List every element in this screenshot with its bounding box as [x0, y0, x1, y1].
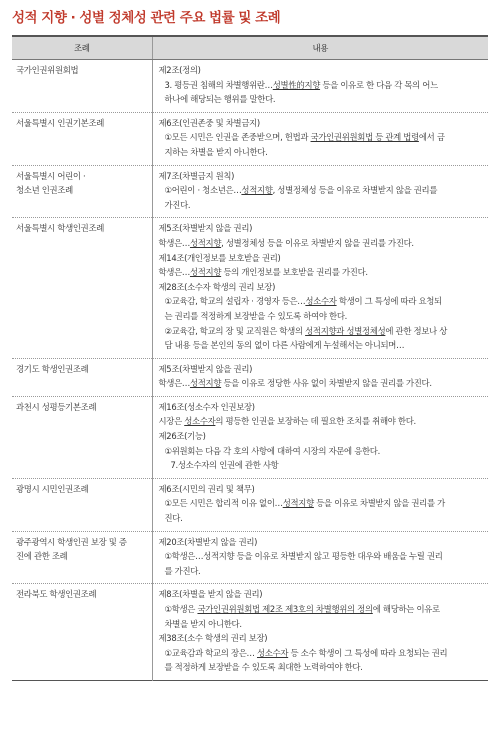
article-text: ①모든 시민은 합리적 이유 없이…성적지향 등을 이유로 차별받지 않을 권리를 가	[164, 498, 445, 509]
law-name-line: 서울특별시 어린이 ·	[16, 170, 86, 181]
law-content-cell	[152, 112, 488, 165]
law-name-line: 과천시 성평등기본조례	[16, 401, 97, 412]
law-content-cell	[152, 584, 488, 681]
underlined-term: 성소수자	[184, 416, 216, 427]
article-heading: 제7조(차별금지 원칙)	[158, 170, 235, 181]
underlined-term: 성소수자	[305, 296, 337, 307]
article-text: 차별을 받지 아니한다.	[164, 618, 242, 629]
article-heading: 시장은 성소수자의 평등한 인권을 보장하는 데 필요한 조치를 취해야 한다.	[158, 416, 416, 427]
article-text: ①어린이 · 청소년은…성적지향, 성별정체성 등을 이유로 차별받지 않을 권리를	[164, 185, 438, 196]
underlined-term: 성적지향	[282, 498, 314, 509]
underlined-term: 성별性的지향	[272, 79, 321, 90]
underlined-term: 성적지향	[189, 378, 222, 389]
law-name-cell	[12, 112, 152, 165]
underlined-term: 성적지향	[189, 267, 222, 278]
article-text: ①교육감과 학교의 장은… 성소수자 등 소수 학생이 그 특성에 따라 요청되는 권리	[164, 647, 448, 658]
underlined-term: 성적지향	[189, 237, 222, 248]
table-row	[12, 584, 488, 681]
law-content-cell	[152, 396, 488, 478]
header-content: 내용	[152, 36, 488, 60]
article-heading: 제2조(정의)	[158, 65, 201, 75]
law-name-cell	[12, 218, 152, 358]
header-law: 조례	[12, 36, 152, 60]
article-text: 는 권리를 적정하게 보장받을 수 있도록 하여야 한다.	[164, 310, 347, 321]
table-row	[12, 60, 488, 113]
law-name-cell	[12, 358, 152, 396]
law-content-cell	[152, 60, 488, 113]
underlined-term: 성적지향	[241, 185, 273, 196]
underlined-term: 성소수자	[256, 647, 289, 658]
table-row	[12, 396, 488, 478]
article-heading: 제14조(개인정보를 보호받을 권리)	[158, 252, 281, 263]
table-row	[12, 165, 488, 218]
law-name-line: 광명시 시민인권조례	[16, 483, 89, 494]
article-heading: 제5조(차별받지 않을 권리)	[158, 363, 253, 374]
table-row	[12, 218, 488, 358]
law-name-line: 청소년 인권조례	[16, 185, 73, 196]
article-text: 진다.	[164, 513, 183, 524]
article-heading: 학생은…성적지향, 성별정체성 등을 이유로 차별받지 않을 권리를 가진다.	[158, 237, 414, 248]
table-row	[12, 112, 488, 165]
law-name-line: 경기도 학생인권조례	[16, 363, 89, 374]
table-header-row	[12, 36, 488, 60]
article-heading: 제38조(소수 학생의 권리 보장)	[158, 633, 268, 644]
underlined-term: 성적지향과 성별정체성	[305, 325, 386, 336]
article-heading: 학생은…성적지향 등을 이유로 정당한 사유 없이 차별받지 않을 권리를 가진다.	[158, 378, 432, 389]
law-name-cell	[12, 478, 152, 531]
article-text: ①위원회는 다음 각 호의 사항에 대하여 시장의 자문에 응한다.	[164, 445, 380, 456]
article-text: 를 적정하게 보장받을 수 있도록 최대한 노력하여야 한다.	[164, 662, 363, 673]
law-content-cell	[152, 218, 488, 358]
article-text: ①모든 시민은 인권을 존중받으며, 헌법과 국가인권위원회법 등 관계 법령에서 금	[164, 132, 445, 143]
article-heading: 제20조(차별받지 않을 권리)	[158, 536, 258, 547]
law-name-line: 전라북도 학생인권조례	[16, 589, 97, 600]
article-heading: 제26조(기능)	[158, 431, 206, 442]
law-name-cell	[12, 396, 152, 478]
underlined-term: 국가인권위원회법 제2조 제3호의 차별행위의 정의	[197, 604, 373, 614]
article-heading: 제6조(인권존중 및 차별금지)	[158, 117, 260, 128]
law-name-line: 서울특별시 인권기본조례	[16, 117, 105, 128]
law-name-line: 국가인권위원회법	[16, 65, 79, 75]
article-text: 를 가진다.	[164, 565, 201, 576]
law-content-cell	[152, 478, 488, 531]
article-text: 3. 평등권 침해의 차별행위란…성별性的지향 등을 이유로 한 다음 각 목의 어느	[164, 79, 438, 90]
table-row	[12, 358, 488, 396]
article-text: ①학생은 국가인권위원회법 제2조 제3호의 차별행위의 정의에 해당하는 이유로	[164, 604, 440, 614]
article-heading: 제8조(차별을 받지 않을 권리)	[158, 589, 263, 600]
law-name-cell	[12, 584, 152, 681]
table-body	[12, 60, 488, 681]
article-text: ②교육감, 학교의 장 및 교직원은 학생의 성적지향과 성별정체성에 관한 정보나 상	[164, 325, 447, 336]
article-text: ①학생은…성적지향 등을 이유로 차별받지 않고 평등한 대우와 배움을 누릴 권리	[164, 551, 443, 562]
article-text: 하나에 해당되는 행위를 말한다.	[164, 94, 276, 105]
law-name-cell	[12, 60, 152, 113]
article-heading: 제5조(차별받지 않을 권리)	[158, 223, 253, 234]
law-name-cell	[12, 165, 152, 218]
article-text: 7.성소수자의 인권에 관한 사항	[170, 460, 279, 471]
law-content-cell	[152, 358, 488, 396]
law-table	[12, 35, 488, 681]
article-heading: 학생은…성적지향 등의 개인정보를 보호받을 권리를 가진다.	[158, 267, 368, 278]
page-title: 성적 지향 · 성별 정체성 관련 주요 법률 및 조례	[12, 10, 281, 26]
table-row	[12, 478, 488, 531]
underlined-term: 국가인권위원회법 등 관계 법령	[310, 132, 419, 143]
article-text: 지하는 차별을 받지 아니한다.	[164, 146, 268, 157]
law-name-line: 광주광역시 학생인권 보장 및 증	[16, 536, 127, 547]
article-heading: 제16조(성소수자 인권보장)	[158, 401, 255, 412]
law-name-line: 진에 관한 조례	[16, 551, 68, 562]
article-text: 담 내용 등을 본인의 동의 없이 다른 사람에게 누설해서는 아니되며…	[164, 340, 405, 351]
law-name-cell	[12, 531, 152, 584]
article-text: 가진다.	[164, 199, 191, 210]
article-heading: 제6조(시민의 권리 및 책무)	[158, 483, 255, 494]
article-text: ①교육감, 학교의 설립자 · 경영자 등은…성소수자 학생이 그 특성에 따라 요청되	[164, 296, 442, 307]
table-row	[12, 531, 488, 584]
law-name-line: 서울특별시 학생인권조례	[16, 223, 105, 234]
article-heading: 제28조(소수자 학생의 권리 보장)	[158, 281, 276, 292]
law-content-cell	[152, 165, 488, 218]
law-content-cell	[152, 531, 488, 584]
